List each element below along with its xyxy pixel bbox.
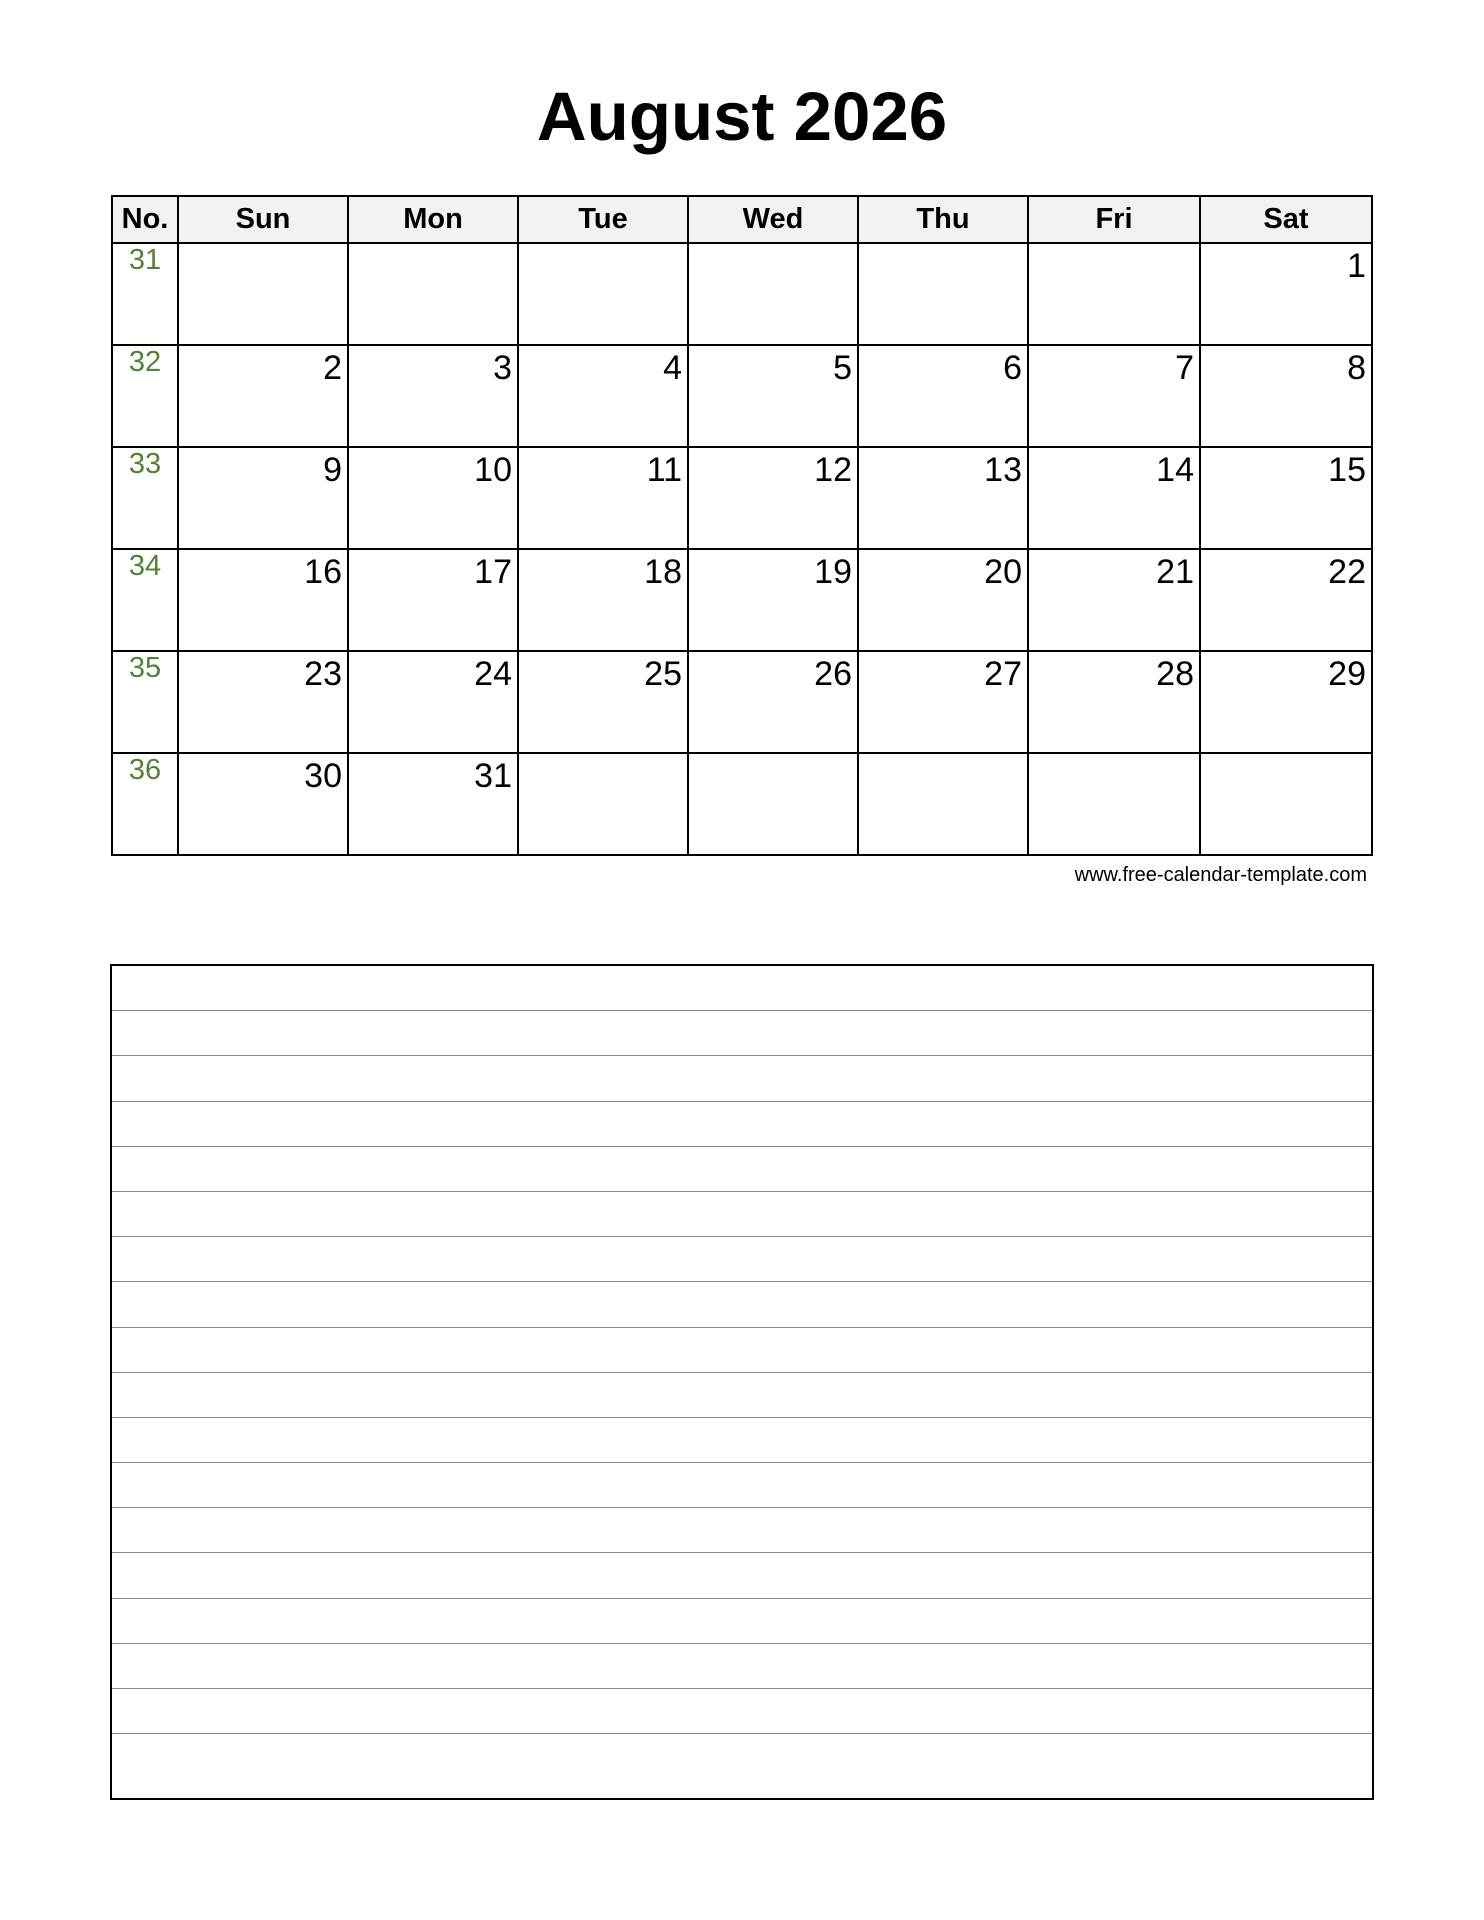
day-cell[interactable] [858, 447, 1028, 549]
note-line[interactable] [112, 1599, 1372, 1644]
note-line[interactable] [112, 1147, 1372, 1192]
day-number: 21 [1156, 553, 1194, 591]
day-cell[interactable] [518, 651, 688, 753]
website-credit: www.free-calendar-template.com [1074, 864, 1367, 886]
note-line[interactable] [112, 1508, 1372, 1553]
day-cell[interactable] [1200, 243, 1372, 345]
day-number: 15 [1328, 451, 1366, 489]
day-number: 25 [644, 655, 682, 693]
day-cell[interactable] [178, 651, 348, 753]
day-header: Wed [688, 196, 858, 243]
day-cell[interactable] [858, 549, 1028, 651]
week-row [112, 447, 1372, 549]
day-number: 23 [304, 655, 342, 693]
day-number: 31 [474, 757, 512, 795]
day-cell[interactable] [1028, 753, 1200, 855]
day-cell[interactable] [348, 549, 518, 651]
day-cell[interactable] [858, 651, 1028, 753]
day-cell[interactable] [688, 345, 858, 447]
day-header: Tue [518, 196, 688, 243]
note-line[interactable] [112, 1734, 1372, 1779]
day-cell[interactable] [688, 549, 858, 651]
note-line[interactable] [112, 1282, 1372, 1327]
day-number: 11 [646, 451, 682, 489]
day-cell[interactable] [518, 447, 688, 549]
day-number: 14 [1156, 451, 1194, 489]
day-cell[interactable] [858, 753, 1028, 855]
day-cell[interactable] [688, 447, 858, 549]
day-cell[interactable] [1200, 549, 1372, 651]
day-number: 18 [644, 553, 682, 591]
note-line[interactable] [112, 1192, 1372, 1237]
day-cell[interactable] [178, 447, 348, 549]
note-line[interactable] [112, 1553, 1372, 1598]
week-number: 35 [112, 651, 178, 753]
week-row [112, 651, 1372, 753]
day-cell[interactable] [518, 345, 688, 447]
week-number-header: No. [112, 196, 178, 243]
day-number: 1 [1347, 247, 1366, 285]
day-number: 29 [1328, 655, 1366, 693]
day-header: Mon [348, 196, 518, 243]
week-row [112, 243, 1372, 345]
day-cell[interactable] [178, 345, 348, 447]
day-header: Fri [1028, 196, 1200, 243]
day-number: 19 [814, 553, 852, 591]
day-cell[interactable] [518, 243, 688, 345]
day-header: Sun [178, 196, 348, 243]
note-line[interactable] [112, 966, 1372, 1011]
note-line[interactable] [112, 1463, 1372, 1508]
day-number: 3 [493, 349, 512, 387]
note-line[interactable] [112, 1102, 1372, 1147]
calendar-grid [111, 195, 1373, 856]
day-cell[interactable] [1028, 549, 1200, 651]
note-line[interactable] [112, 1237, 1372, 1282]
day-cell[interactable] [518, 753, 688, 855]
day-number: 12 [814, 451, 852, 489]
day-cell[interactable] [348, 345, 518, 447]
day-number: 10 [474, 451, 512, 489]
day-header: Sat [1200, 196, 1372, 243]
note-line[interactable] [112, 1418, 1372, 1463]
day-cell[interactable] [1028, 345, 1200, 447]
day-cell[interactable] [858, 345, 1028, 447]
day-cell[interactable] [1028, 243, 1200, 345]
day-cell[interactable] [1028, 651, 1200, 753]
day-cell[interactable] [1200, 345, 1372, 447]
day-number: 30 [304, 757, 342, 795]
day-number: 17 [474, 553, 512, 591]
week-number: 36 [112, 753, 178, 855]
page-title: August 2026 [536, 78, 948, 155]
day-number: 5 [833, 349, 852, 387]
note-line[interactable] [112, 1373, 1372, 1418]
day-number: 24 [474, 655, 512, 693]
header-row [112, 196, 1372, 243]
day-number: 9 [323, 451, 342, 489]
day-cell[interactable] [1200, 753, 1372, 855]
day-cell[interactable] [178, 753, 348, 855]
day-header: Thu [858, 196, 1028, 243]
day-number: 13 [984, 451, 1022, 489]
day-cell[interactable] [348, 447, 518, 549]
day-cell[interactable] [1028, 447, 1200, 549]
day-number: 26 [814, 655, 852, 693]
note-line[interactable] [112, 1328, 1372, 1373]
day-cell[interactable] [1200, 651, 1372, 753]
note-line[interactable] [112, 1644, 1372, 1689]
day-number: 16 [304, 553, 342, 591]
notes-area[interactable] [110, 964, 1374, 1800]
day-cell[interactable] [348, 243, 518, 345]
day-cell[interactable] [348, 651, 518, 753]
day-cell[interactable] [518, 549, 688, 651]
day-number: 27 [984, 655, 1022, 693]
day-cell[interactable] [178, 243, 348, 345]
day-cell[interactable] [688, 243, 858, 345]
day-number: 20 [984, 553, 1022, 591]
note-line[interactable] [112, 1056, 1372, 1101]
day-cell[interactable] [178, 549, 348, 651]
week-number: 34 [112, 549, 178, 651]
note-line[interactable] [112, 1689, 1372, 1734]
day-number: 8 [1347, 349, 1366, 387]
week-number: 33 [112, 447, 178, 549]
week-row [112, 549, 1372, 651]
day-number: 7 [1175, 349, 1194, 387]
day-number: 6 [1003, 349, 1022, 387]
day-cell[interactable] [1200, 447, 1372, 549]
day-cell[interactable] [858, 243, 1028, 345]
day-number: 22 [1328, 553, 1366, 591]
note-line[interactable] [112, 1011, 1372, 1056]
week-number: 31 [112, 243, 178, 345]
day-cell[interactable] [688, 651, 858, 753]
day-number: 28 [1156, 655, 1194, 693]
day-number: 4 [663, 349, 682, 387]
week-number: 32 [112, 345, 178, 447]
day-number: 2 [323, 349, 342, 387]
week-row [112, 345, 1372, 447]
day-cell[interactable] [348, 753, 518, 855]
week-row [112, 753, 1372, 855]
day-cell[interactable] [688, 753, 858, 855]
